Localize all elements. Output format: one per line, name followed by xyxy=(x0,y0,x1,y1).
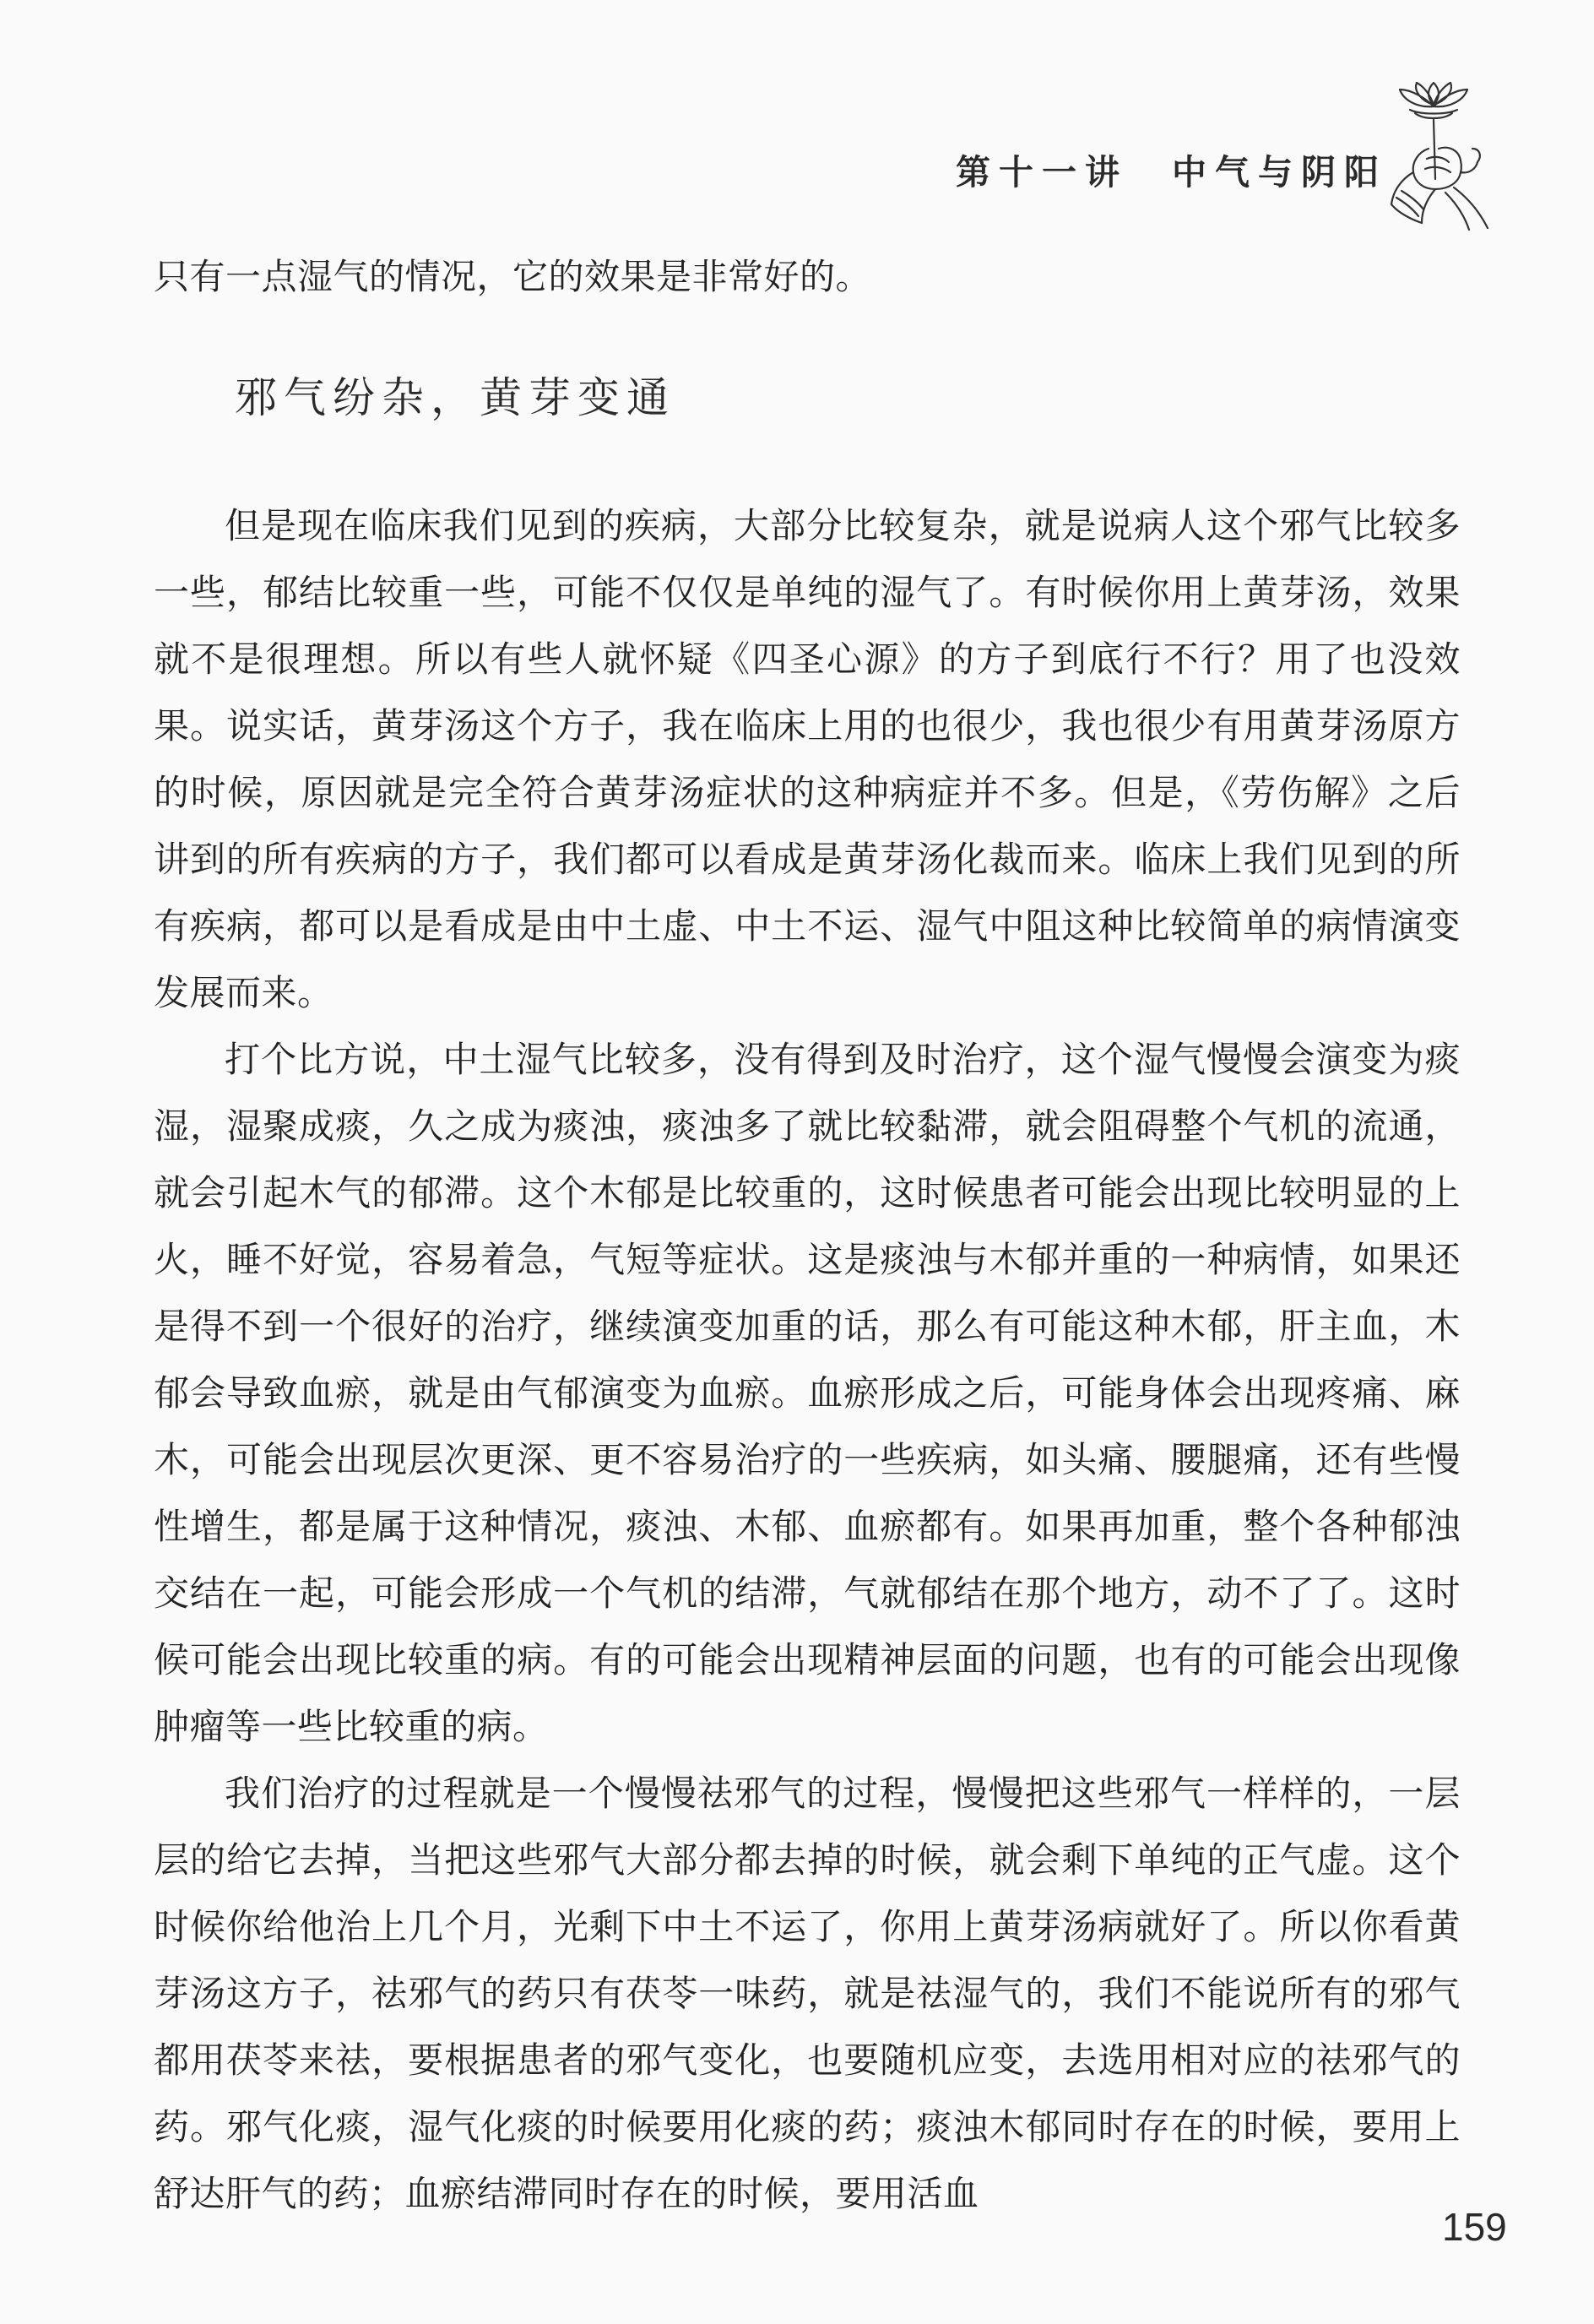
running-header xyxy=(956,142,1387,196)
section-title: 邪气纷杂，黄芽变通 xyxy=(235,373,675,422)
page-number: 159 xyxy=(1442,2205,1507,2249)
paragraph-1: 但是现在临床我们见到的疾病，大部分比较复杂，就是说病人这个邪气比较多一些，郁结比较重一些，可能不仅仅是单纯的湿气了。有时候你用上黄芽汤，效果就不是很理想。所以有些人就怀疑《四圣心源》的方子到底行不行？用了也没效果。说实话，黄芽汤这个方子，我在临床上用的也很少，我也很少有用黄芽汤原方的时候，原因就是完全符合黄芽汤症状的这种病症并不多。但是，《劳伤解》之后讲到的所有疾病的方子，我们都可以看成是黄芽汤化裁而来。临床上我们见到的所有疾病，都可以是看成是由中土虚、中土不运、湿气中阻这种比较简单的病情演变发展而来。 xyxy=(154,505,1461,1013)
paragraph-2: 打个比方说，中土湿气比较多，没有得到及时治疗，这个湿气慢慢会演变为痰湿，湿聚成痰，久之成为痰浊，痰浊多了就比较黏滞，就会阻碍整个气机的流通，就会引起木气的郁滞。这个木郁是比较重的，这时候患者可能会出现比较明显的上火，睡不好觉，容易着急，气短等症状。这是痰浊与木郁并重的一种病情，如果还是得不到一个很好的治疗，继续演变加重的话，那么有可能这种木郁，肝主血，木郁会导致血瘀，就是由气郁演变为血瘀。血瘀形成之后，可能身体会出现疼痛、麻木，可能会出现层次更深、更不容易治疗的一些疾病，如头痛、腰腿痛，还有些慢性增生，都是属于这种情况，痰浊、木郁、血瘀都有。如果再加重，整个各种郁浊交结在一起，可能会形成一个气机的结滞，气就郁结在那个地方，动不了了。这时候可能会出现比较重的病。有的可能会出现精神层面的问题，也有的可能会出现像肿瘤等一些比较重的病。 xyxy=(154,1039,1461,1747)
body-text xyxy=(154,243,1461,2227)
continuation-paragraph: 只有一点湿气的情况，它的效果是非常好的。 xyxy=(154,256,872,297)
chapter-title: 中气与阴阳 xyxy=(1172,151,1387,193)
lotus-hand-icon xyxy=(1368,71,1499,240)
chapter-label: 第十一讲 xyxy=(956,151,1128,193)
paragraph-3: 我们治疗的过程就是一个慢慢祛邪气的过程，慢慢把这些邪气一样样的，一层层的给它去掉，当把这些邪气大部分都去掉的时候，就会剩下单纯的正气虚。这个时候你给他治上几个月，光剩下中土不运了，你用上黄芽汤病就好了。所以你看黄芽汤这方子，祛邪气的药只有茯苓一味药，就是祛湿气的，我们不能说所有的邪气都用茯苓来祛，要根据患者的邪气变化，也要随机应变，去选用相对应的祛邪气的药。邪气化痰，湿气化痰的时候要用化痰的药；痰浊木郁同时存在的时候，要用上舒达肝气的药；血瘀结滞同时存在的时候，要用活血 xyxy=(154,1773,1461,2214)
